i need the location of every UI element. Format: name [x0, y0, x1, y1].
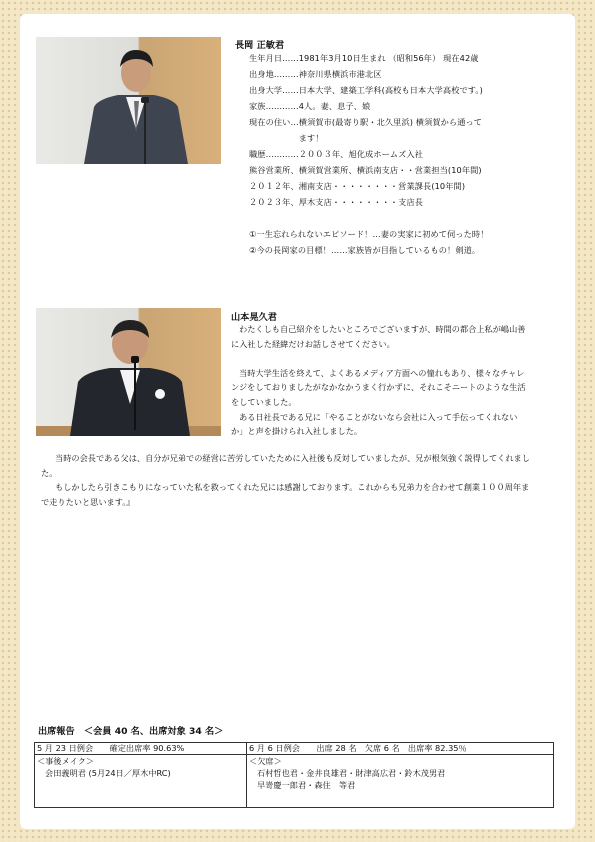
profile-line: 出身大学……日本大学、建築工学科(高校も日本大学高校です。): [249, 85, 483, 95]
profile-line: 熊谷営業所、横須賀営業所、横浜南支店・・営業担当(10年間): [249, 165, 482, 175]
absence-entry: 石村哲也君・金井良雄君・財津高広君・鈴木茂男君: [257, 768, 446, 778]
absence-entry: 早嵜慶一郎君・森住 等君: [257, 780, 356, 790]
profile-line: 生年月日……1981年3月10日生まれ （昭和56年） 現在42歳: [249, 53, 479, 63]
member2-name: 山本晃久君: [231, 312, 277, 323]
speech-paragraph: 当時の会長である父は、自分が兄弟での経営に苦労していたために入社後も反対していましたが、兄が根気強く説得してくれました。: [41, 453, 530, 478]
absence-label: ＜欠席＞: [249, 756, 282, 766]
profile-line: 現在の住い…横須賀市(最寄り駅・北久里浜) 横須賀から通って: [249, 117, 483, 127]
speech-paragraph: 当時大学生活を終えて、よくあるメディア方面への憧れもあり、様々なチャレンジをしておりましたがなかなかうまく行かずに、それこそニートのような生活をしていました。: [231, 367, 526, 407]
attendance-table: [34, 742, 554, 808]
speaker-figure-1: [36, 37, 221, 164]
speech-paragraph: わたくしも自己紹介をしたいところでございますが、時間の都合上私が嶋山善に入社した経緯だけお話しさせてください。: [231, 324, 526, 349]
speech-paragraph: [231, 351, 529, 366]
member2-speech: [231, 322, 529, 439]
attendance-left-header: 5 月 23 日例会 確定出席率 90.63%: [35, 743, 247, 755]
profile-line: 職歴…………２００３年、旭化成ホームズ入社: [249, 149, 424, 159]
speech-paragraph: もしかしたら引きこもりになっていた私を救ってくれた兄には感謝しております。これからも兄弟力を合わせて創業１００周年まで走りたいと思います。』: [41, 482, 530, 507]
profile-line: ②今の長岡家の目標！……家族皆が目指しているもの！剣道。: [249, 245, 481, 255]
profile-line: ２０２３年、厚木支店・・・・・・・・支店長: [249, 197, 424, 207]
attendance-right-body: [247, 755, 554, 808]
attendance-right-header: 6 月 6 日例会 出席 28 名 欠席 6 名 出席率 82.35％: [247, 743, 554, 755]
makeup-entry: 会田義明君 (5月24日／厚木中RC): [45, 768, 171, 778]
attendance-left-body: [35, 755, 247, 808]
profile-line: ①一生忘れられないエピソード！…妻の実家に初めて伺った時！: [249, 229, 489, 239]
makeup-label: ＜事後メイク＞: [37, 756, 94, 766]
profile-line: 家族…………4人。妻、息子、娘: [249, 101, 371, 111]
profile-line: 出身地………神奈川県横浜市港北区: [249, 69, 382, 79]
member1-name: 長岡 正敏君: [235, 40, 285, 51]
speaker-photo-1: [36, 37, 221, 164]
speaker-figure-2: [36, 308, 221, 436]
attendance-title: 出席報告 ＜会員 40 名、出席対象 34 名＞: [38, 726, 224, 737]
speech-paragraph: ある日社長である兄に「やることがないなら会社に入って手伝ってくれないか」と声を掛けられ入社しました。: [231, 411, 518, 437]
profile-line: ます！: [249, 133, 324, 143]
profile-line: ２０１２年、湘南支店・・・・・・・・営業課長(10年間): [249, 181, 466, 191]
member2-speech-continued: [41, 451, 531, 509]
speaker-photo-2: [36, 308, 221, 436]
